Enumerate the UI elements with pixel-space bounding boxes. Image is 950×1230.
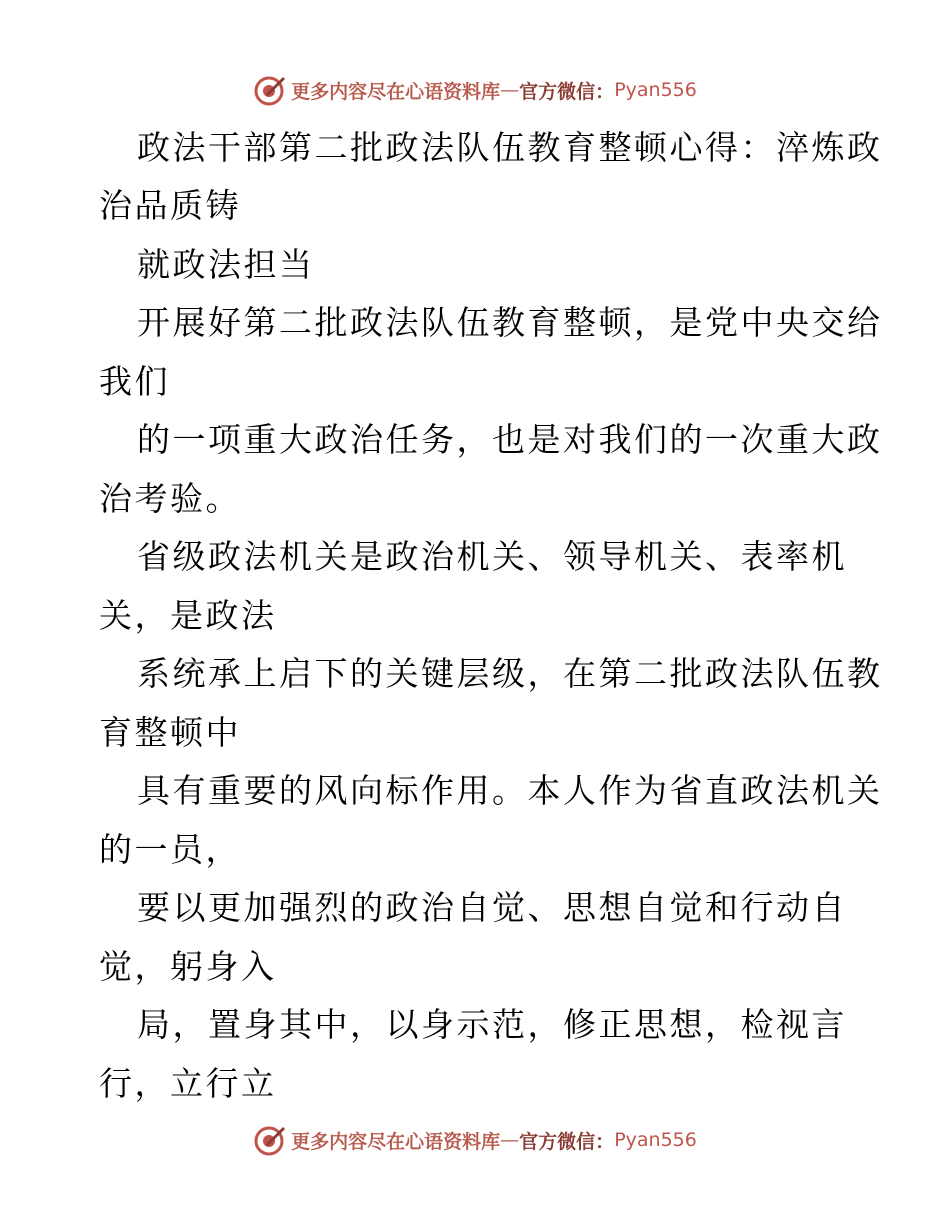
- watermark-dash: —: [500, 1129, 520, 1151]
- watermark-footer: [0, 1120, 950, 1160]
- text-line: 要以更加强烈的政治自觉、思想自觉和行动自: [137, 888, 847, 927]
- watermark-main-text: 更多内容尽在心语资料库: [291, 1130, 501, 1153]
- text-line: 行，立行立: [99, 1064, 277, 1103]
- text-line: 就政法担当: [137, 245, 315, 284]
- text-line: 的一员，: [99, 830, 241, 869]
- watermark-wechat-id: Pyan556: [614, 79, 697, 101]
- text-line: 局，置身其中，以身示范，修正思想，检视言: [137, 1005, 847, 1044]
- text-line: 开展好第二批政法队伍教育整顿，是党中央交给: [137, 303, 883, 342]
- text-line: 具有重要的风向标作用。本人作为省直政法机关: [137, 771, 883, 810]
- text-line: 系统承上启下的关键层级，在第二批政法队伍教: [137, 654, 883, 693]
- text-line: 育整顿中: [99, 713, 241, 752]
- text-line: 省级政法机关是政治机关、领导机关、表率机: [137, 537, 847, 576]
- watermark-wechat-id: Pyan556: [614, 1129, 697, 1151]
- watermark-main-text: 更多内容尽在心语资料库: [291, 80, 501, 103]
- pen-logo-icon: [253, 1123, 287, 1157]
- text-line: 治品质铸: [99, 186, 241, 225]
- text-line: 我们: [99, 362, 170, 401]
- watermark-label: 官方微信：: [519, 1130, 615, 1153]
- text-line: 关，是政法: [99, 596, 277, 635]
- text-line: 的一项重大政治任务，也是对我们的一次重大政: [137, 420, 883, 459]
- text-line: 治考验。: [99, 479, 241, 518]
- watermark-label: 官方微信：: [519, 80, 615, 103]
- watermark-dash: —: [500, 79, 520, 101]
- text-line: 觉，躬身入: [99, 947, 277, 986]
- text-line: 政法干部第二批政法队伍教育整顿心得：淬炼政: [137, 128, 883, 167]
